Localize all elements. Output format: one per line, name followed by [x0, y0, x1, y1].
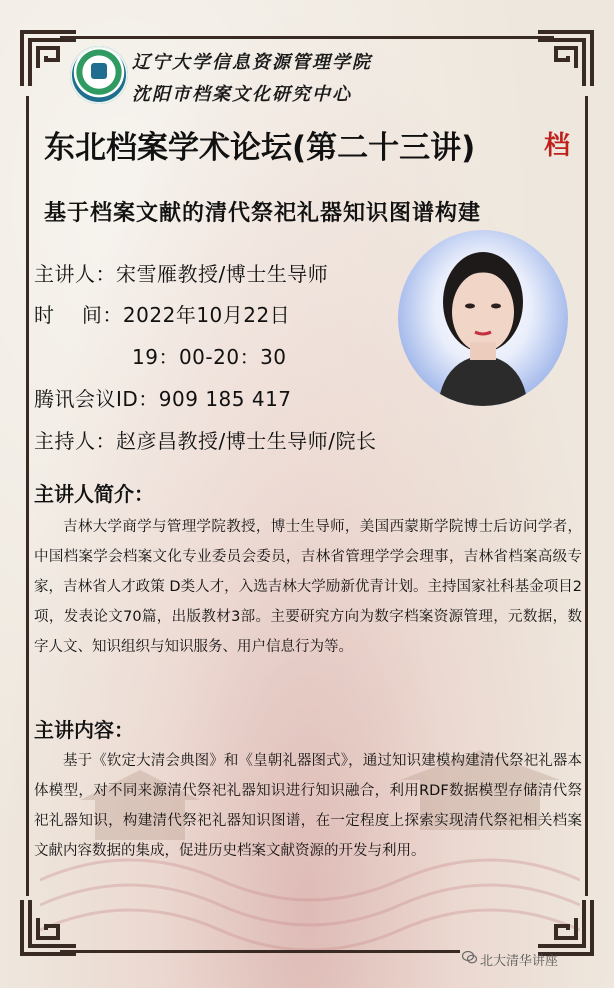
meeting-id-line: 腾讯会议ID：909 185 417 — [34, 387, 292, 411]
bio-text: 吉林大学商学与管理学院教授，博士生导师，美国西蒙斯学院博士后访问学者，中国档案学会档案文化专业委员会委员，吉林省管理学学会理事，吉林省档案高级专家，吉林省人才政策 D类人才，入选吉林大学励新优青计划。主持国家社科基金项目2项，发表论文70篇，出版教材3部。主要研究方向为数字档案资源管理，元数据，数字人文、知识组织与知识服务、用户信息行为等。 — [34, 519, 582, 655]
speaker-line: 主讲人：宋雪雁教授/博士生导师 — [34, 262, 329, 286]
time-line: 时 间：2022年10月22日 — [34, 303, 291, 327]
org-line-2: 沈阳市档案文化研究中心 — [132, 84, 352, 105]
seal-icon: 档 — [543, 131, 570, 161]
speaker-photo — [398, 230, 568, 406]
frame-left — [26, 96, 29, 896]
corner-ornament-bottom-right — [534, 896, 596, 958]
frame-right — [585, 96, 588, 896]
bio-heading: 主讲人简介： — [34, 482, 154, 506]
watermark-text: 北大清华讲座 — [480, 954, 559, 969]
time-range-line: 19：00-20：30 — [132, 345, 287, 369]
forum-title: 东北档案学术论坛(第二十三讲) — [44, 130, 476, 166]
host-line: 主持人：赵彦昌教授/博士生导师/院长 — [34, 429, 377, 453]
wechat-icon — [462, 951, 477, 964]
lecture-title: 基于档案文献的清代祭祀礼器知识图谱构建 — [44, 201, 482, 226]
frame-bottom — [60, 950, 460, 953]
corner-ornament-top-right — [534, 28, 596, 90]
university-logo-emblem — [70, 46, 128, 104]
corner-ornament-bottom-left — [18, 896, 80, 958]
frame-top — [60, 36, 554, 39]
content-heading: 主讲内容： — [34, 718, 134, 742]
content-text: 基于《钦定大清会典图》和《皇朝礼器图式》，通过知识建模构建清代祭祀礼器本体模型，对不同来源清代祭祀礼器知识进行知识融合，利用RDF数据模型存储清代祭祀礼器知识，构建清代祭祀礼器知识图谱，在一定程度上探索实现清代祭祀相关档案文献内容数据的集成，促进历史档案文献资源的开发与利用。 — [34, 753, 582, 859]
org-line-1: 辽宁大学信息资源管理学院 — [132, 52, 372, 73]
